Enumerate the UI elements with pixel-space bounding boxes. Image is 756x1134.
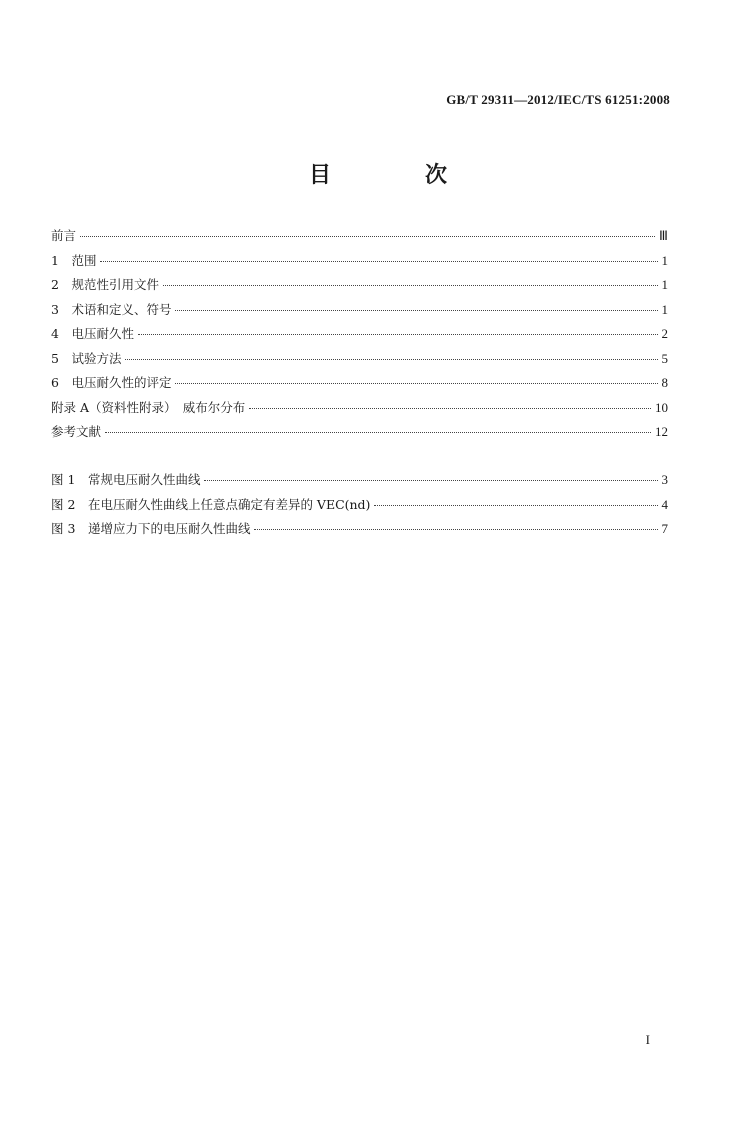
toc-entry-page: 10	[655, 399, 668, 415]
toc-entry-label: 电压耐久性的评定	[71, 375, 172, 390]
dot-leader	[249, 408, 651, 409]
table-of-contents	[51, 226, 668, 447]
toc-entry-label: 范围	[71, 252, 97, 268]
toc-entry-page: 1	[661, 301, 668, 317]
figure-entry-label: 常规电压耐久性曲线	[87, 472, 201, 487]
toc-entry-page: 12	[655, 424, 668, 439]
toc-entry-label: 参考文献	[51, 424, 102, 439]
figure-entry-label: 递增应力下的电压耐久性曲线	[87, 521, 251, 536]
figure-entry-3[interactable]	[51, 519, 668, 544]
toc-entry-number: 3	[51, 301, 72, 317]
figure-entry-page: 4	[661, 496, 668, 512]
figure-entry-1[interactable]	[51, 470, 668, 495]
dot-leader	[254, 529, 657, 530]
dot-leader	[175, 383, 657, 384]
toc-entry-number: 2	[51, 277, 72, 292]
page-number: I	[645, 1032, 650, 1047]
list-of-figures	[51, 470, 668, 544]
toc-entry-page: 1	[661, 252, 668, 268]
toc-entry-normative-references[interactable]	[51, 275, 668, 300]
toc-entry-page: 1	[661, 277, 668, 292]
toc-entry-number: 6	[51, 375, 72, 390]
toc-entry-label: 电压耐久性	[71, 326, 134, 341]
toc-entry-annex-a[interactable]	[51, 398, 668, 423]
dot-leader	[163, 285, 658, 286]
figure-entry-page: 3	[661, 472, 668, 487]
figure-entry-page: 7	[661, 521, 668, 536]
page-title: 目 次	[308, 163, 483, 188]
dot-leader	[374, 505, 657, 506]
toc-entry-page: 5	[661, 350, 668, 366]
figure-entry-number: 图 2	[51, 496, 88, 512]
toc-entry-foreword[interactable]	[51, 226, 668, 251]
figure-entry-number: 图 3	[51, 521, 88, 536]
toc-entry-scope[interactable]	[51, 251, 668, 276]
dot-leader	[175, 310, 657, 311]
toc-entry-label: 术语和定义、符号	[71, 301, 172, 317]
dot-leader	[100, 261, 657, 262]
figure-entry-label: 在电压耐久性曲线上任意点确定有差异的 VEC(nd)	[87, 496, 371, 512]
dot-leader	[80, 236, 655, 237]
dot-leader	[204, 480, 657, 481]
toc-entry-page: Ⅲ	[659, 228, 668, 243]
toc-entry-terms-definitions[interactable]	[51, 300, 668, 325]
toc-entry-bibliography[interactable]	[51, 422, 668, 447]
dot-leader	[125, 359, 657, 360]
toc-entry-page: 2	[661, 326, 668, 341]
toc-entry-number: 5	[51, 350, 72, 366]
toc-entry-evaluation[interactable]	[51, 373, 668, 398]
toc-entry-label: 试验方法	[71, 350, 122, 366]
toc-entry-label: 规范性引用文件	[71, 277, 159, 292]
dot-leader	[105, 432, 651, 433]
toc-entry-voltage-endurance[interactable]	[51, 324, 668, 349]
figure-entry-2[interactable]	[51, 495, 668, 520]
toc-entry-number: 4	[51, 326, 72, 341]
dot-leader	[138, 334, 658, 335]
standard-code: GB/T 29311—2012/IEC/TS 61251:2008	[446, 92, 670, 107]
toc-entry-label: 附录 A（资料性附录） 威布尔分布	[51, 399, 246, 415]
toc-entry-label: 前言	[51, 228, 77, 243]
toc-entry-test-methods[interactable]	[51, 349, 668, 374]
figure-entry-number: 图 1	[51, 472, 88, 487]
toc-entry-page: 8	[661, 375, 668, 390]
toc-entry-number: 1	[51, 252, 72, 268]
